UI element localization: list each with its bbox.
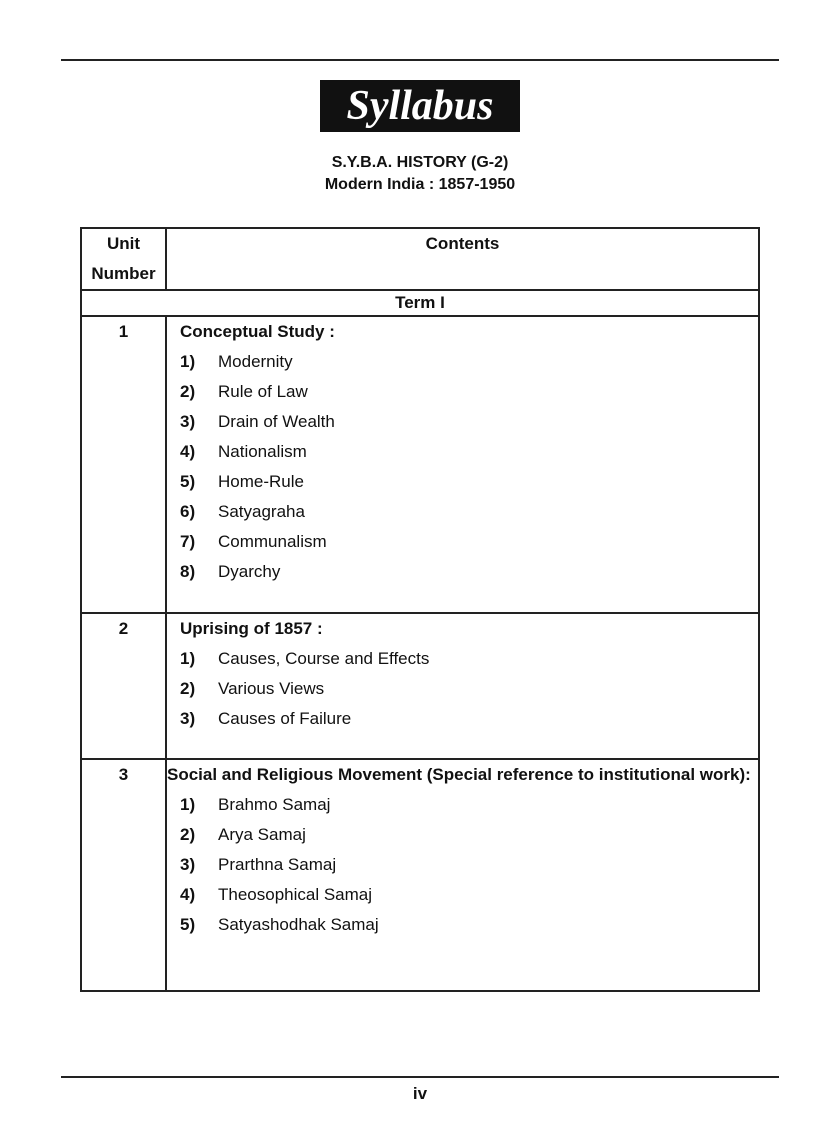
list-item [180, 557, 758, 587]
term-row [81, 290, 759, 316]
unit-contents [166, 613, 759, 759]
header-unit-number [81, 228, 166, 290]
list-item [180, 377, 758, 407]
item-number: 2) [180, 679, 196, 698]
item-number: 1) [180, 649, 196, 668]
table-header-row [81, 228, 759, 290]
list-item [180, 497, 758, 527]
list-item [180, 674, 758, 704]
page-number: iv [412, 1084, 428, 1103]
item-text: Satyagraha [218, 502, 305, 521]
header-unit-line2: Number [91, 264, 156, 283]
term-label: Term I [81, 290, 759, 316]
item-text: Satyashodhak Samaj [218, 915, 379, 934]
bottom-rule [61, 1076, 779, 1078]
item-text: Brahmo Samaj [218, 795, 331, 814]
list-item [180, 820, 758, 850]
item-number: 3) [180, 709, 196, 728]
unit-contents [166, 316, 759, 613]
top-rule [61, 59, 779, 61]
unit-number: 1 [81, 316, 166, 613]
item-text: Home-Rule [218, 472, 304, 491]
topic-list [167, 790, 758, 940]
topic-list [167, 347, 758, 587]
item-text: Rule of Law [218, 382, 308, 401]
item-text: Prarthna Samaj [218, 855, 337, 874]
list-item [180, 467, 758, 497]
item-number: 4) [180, 885, 196, 904]
unit-contents [166, 759, 759, 991]
syllabus-table [80, 227, 760, 992]
item-number: 6) [180, 502, 196, 521]
unit-heading: Uprising of 1857 : [180, 619, 323, 638]
list-item [180, 880, 758, 910]
item-text: Drain of Wealth [218, 412, 335, 431]
table-row [81, 316, 759, 613]
list-item [180, 910, 758, 940]
page-title: Syllabus [320, 80, 520, 132]
topic-list [167, 644, 758, 734]
item-number: 1) [180, 795, 196, 814]
header-unit-line1: Unit [106, 234, 141, 253]
item-text: Causes of Failure [218, 709, 352, 728]
subject-title: Modern India : 1857-1950 [324, 176, 516, 193]
item-text: Nationalism [218, 442, 307, 461]
item-text: Theosophical Samaj [218, 885, 373, 904]
item-number: 1) [180, 352, 196, 371]
item-number: 4) [180, 442, 196, 461]
unit-number: 2 [81, 613, 166, 759]
item-text: Causes, Course and Effects [218, 649, 430, 668]
course-title: S.Y.B.A. HISTORY (G-2) [331, 154, 509, 171]
item-text: Communalism [218, 532, 327, 551]
item-number: 3) [180, 855, 196, 874]
unit-number: 3 [81, 759, 166, 991]
list-item [180, 347, 758, 377]
table-row [81, 759, 759, 991]
list-item [180, 704, 758, 734]
item-number: 3) [180, 412, 196, 431]
list-item [180, 790, 758, 820]
item-number: 2) [180, 825, 196, 844]
item-number: 5) [180, 472, 196, 491]
item-text: Various Views [218, 679, 325, 698]
unit-heading: Social and Religious Movement (Special reference to institutional work): [167, 765, 751, 784]
list-item [180, 527, 758, 557]
item-text: Arya Samaj [218, 825, 306, 844]
unit-heading: Conceptual Study : [180, 322, 335, 341]
item-number: 5) [180, 915, 196, 934]
item-number: 7) [180, 532, 196, 551]
table-row [81, 613, 759, 759]
item-number: 8) [180, 562, 196, 581]
list-item [180, 407, 758, 437]
item-number: 2) [180, 382, 196, 401]
item-text: Dyarchy [218, 562, 281, 581]
list-item [180, 850, 758, 880]
list-item [180, 437, 758, 467]
header-contents: Contents [166, 228, 759, 290]
item-text: Modernity [218, 352, 293, 371]
list-item [180, 644, 758, 674]
